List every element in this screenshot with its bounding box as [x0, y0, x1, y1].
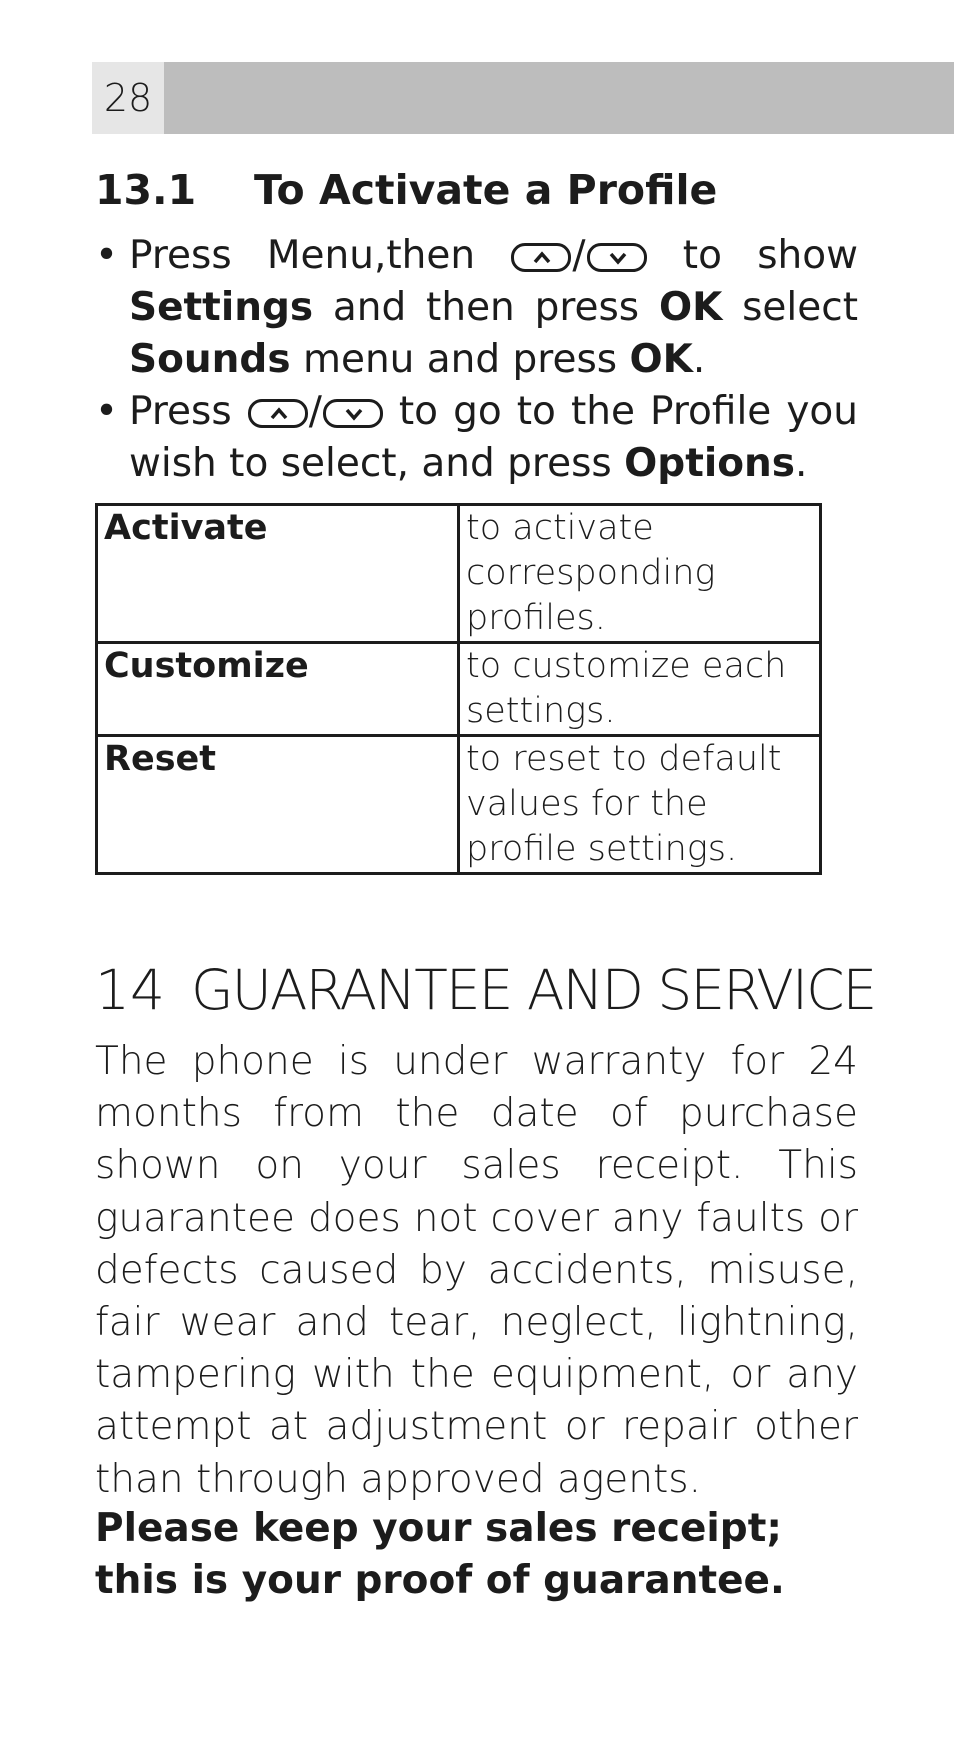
bullet-1-line-2: Settings and then press OK select — [129, 285, 858, 330]
table-row — [97, 643, 821, 736]
chapter-number: 14 — [95, 958, 165, 1022]
paragraph-line: tampering with the equipment, or any — [95, 1352, 858, 1398]
option-name: Activate — [97, 505, 459, 643]
table-row — [97, 736, 821, 874]
bullet-1-line-1: Press Menu,then / to show — [129, 233, 858, 278]
up-key-icon — [511, 243, 571, 272]
bullet-1-line-3: Sounds menu and press OK. — [129, 337, 706, 382]
chapter-heading — [95, 958, 875, 1022]
bullet-2-text: Press / to go to the Profile you wish to select, and press Options. — [129, 389, 858, 486]
up-key-icon — [248, 399, 308, 428]
option-description: to reset to default values for the profile settings. — [459, 736, 821, 874]
option-name: Reset — [97, 736, 459, 874]
paragraph-line: fair wear and tear, neglect, lightning, — [95, 1300, 858, 1346]
option-description: to customize each settings. — [459, 643, 821, 736]
option-description: to activate corresponding profiles. — [459, 505, 821, 643]
table-row — [97, 505, 821, 643]
profile-options-table — [95, 503, 822, 875]
instruction-bullet-2 — [95, 386, 858, 490]
paragraph-line: defects caused by accidents, misuse, — [95, 1247, 858, 1293]
header-bar — [92, 62, 954, 134]
page-number: 28 — [92, 62, 164, 134]
paragraph-line: than through approved agents. — [95, 1456, 702, 1502]
chapter-title: GUARANTEE AND SERVICE — [191, 958, 876, 1022]
instruction-bullet-1 — [95, 230, 858, 386]
option-name: Customize — [97, 643, 459, 736]
paragraph-line: guarantee does not cover any faults or — [95, 1195, 858, 1241]
down-key-icon — [587, 243, 647, 272]
bullet-dot: • — [95, 389, 119, 434]
section-heading — [95, 166, 717, 214]
section-number: 13.1 — [95, 166, 197, 214]
section-title: To Activate a Profile — [254, 166, 718, 214]
guarantee-note: Please keep your sales receipt; this is your proof of guarantee. — [95, 1506, 785, 1603]
paragraph-line: The phone is under warranty for 24 — [95, 1039, 858, 1084]
paragraph-line: months from the date of purchase — [95, 1091, 858, 1137]
bullet-dot: • — [95, 233, 119, 278]
down-key-icon — [323, 399, 383, 428]
paragraph-line: attempt at adjustment or repair other — [95, 1404, 858, 1450]
paragraph-line: shown on your sales receipt. This — [95, 1143, 858, 1189]
guarantee-paragraph — [95, 1036, 858, 1506]
